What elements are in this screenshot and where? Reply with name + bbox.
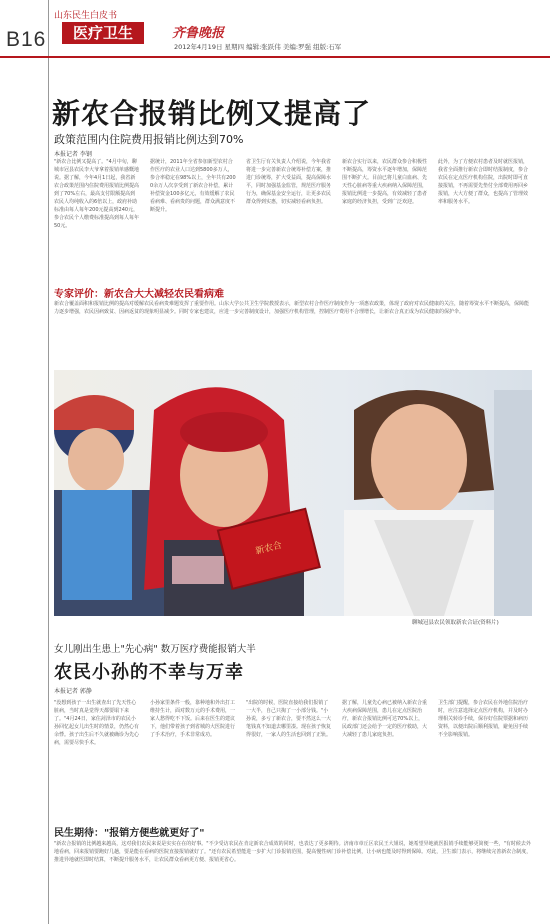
photo-illustration [54,370,532,616]
second-body-column: 据了解，儿童先心病已被纳入新农合重大疾病保障范围，患儿在定点医院治疗，新农合报销比例可达70%以上，民政部门还会给予一定的医疗救助，大大减轻了患儿家庭负担。 [342,700,428,738]
issue-line: 2012年4月19日 星期四 编辑:张跃伟 美编:罗强 组版:石军 [174,43,342,51]
news-photo [54,370,532,616]
second-body [54,699,532,815]
second-body-column: 小孙家里条件一般，靠种地和外出打工维持生计，面对数万元的手术费用，一家人愁得吃不下饭。后来在医生的建议下，他们带着孩子到省城的大医院进行了手术治疗，手术非常成功。 [150,700,236,738]
newspaper-logo: 齐鲁晚报 [172,26,225,41]
main-subhead: 政策范围内住院费用报销比例达到70% [54,133,244,146]
second-body-column: 卫生部门提醒，参合农民在外地住院治疗时，应注意选择定点医疗机构，并及时办理相关转诊手续，保存好住院票据和病历资料，以便出院后顺利报销，避免因手续不全影响报销。 [438,700,529,738]
second-kicker: 女儿刚出生患上"先心病" 数万医疗费能报销大半 [54,644,256,655]
expert-body: 新农合覆盖面积和报销比例的提高对缓解农民看病贵难题发挥了重要作用。山东大学公共卫生学院教授表示，新型农村合作医疗制度作为一项惠农政策，体现了政府对农民健康的关注，随着筹资水平不断提高，保障能力逐步增强，农民因病致贫、因病返贫的现象明显减少。同时专家也建议，应进一步完善制度设计，加强医疗机构管理，控制医疗费用不合理增长，让新农合真正成为农民健康的保护伞。 [54,301,530,315]
main-body-column: "新农合比例又提高了。"4月中旬，聊城市冠县农民李大爷拿着报销单感慨地说。据了解，今年4月1日起，我省新农合政策范围内住院费用报销比例提高到了70%左右，最高支付限额提高到农民人均纯收入的6倍以上，政府补助标准由每人每年200元提高到240元，参合农民个人缴费标准提高到每人每年50元。 [54,159,140,229]
second-headline: 农民小孙的不幸与万幸 [54,662,244,683]
second-body-column: "没想到孩子一出生就查出了先天性心脏病，当时真是觉得天都要塌下来了。"4月24日，家住菏泽市的农民小孙回忆起女儿出生时的情景，仍然心有余悸。孩子出生后不久就被确诊为先心病，需要尽快手术。 [54,700,140,746]
expert-title: 专家评价：新农合大大减轻农民看病难 [54,289,224,300]
series-label: 山东民生白皮书 [54,11,118,21]
main-byline: 本报记者 李钢 [54,151,92,158]
margin-rule [48,0,49,924]
second-body-column: "出院的时候，医院直接给我们报销了一大半，自己只掏了一小部分钱。"小孙说，多亏了新农合，要不然这么一大笔钱真不知道去哪里凑。现在孩子恢复得很好，一家人的生活也回到了正轨。 [246,700,332,738]
main-headline: 新农合报销比例又提高了 [52,97,372,130]
page-number: B16 [6,28,47,51]
main-body-column: 此外，为了方便农村患者及时就医报销，我省全面推行新农合即时结报制度，参合农民在定点医疗机构住院，出院时即可直接报销，不再需要先垫付全部费用再回乡报销，大大方便了群众，也提高了管理效率和服务水平。 [438,159,529,205]
main-body-column: 省卫生厅有关负责人介绍说，今年我省将进一步完善新农合统筹补偿方案，推进门诊统筹，扩大受益面，提高保障水平，同时加强基金监管，规范医疗服务行为，确保基金安全运行，让更多农民群众得到实惠，切实减轻看病负担。 [246,159,332,205]
second-byline: 本报记者 郭静 [54,688,92,695]
card-label: 新农合 [254,540,284,557]
main-body-column: 据统计，2011年全省参加新型农村合作医疗的农业人口达到5800多万人，参合率稳定在98%以上，全年共有2000余万人次享受到了新农合补偿，累计补偿资金100多亿元，有效缓解了农民看病难、看病贵的问题，群众满意度不断提升。 [150,159,236,213]
voice-title: 民生期待："报销方便些就更好了" [54,828,205,839]
voice-body: "新农合报销的比例越来越高，这对我们农民来说是实实在在的好事。"不少受访农民在肯定新农合成效的同时，也表达了更多期待。济南市章丘区农民王大姐说，她希望异地就医报销手续能够更简便一些，"有时候去外地看病，回来报销要跑好几趟，要是能在看病的医院直接报销就好了。"还有农民希望能进一步扩大门诊报销范围，提高慢性病门诊补偿比例，让小病也能及时得到保障。对此，卫生部门表示，将继续完善新农合制度，推进异地就医即时结算，不断提升服务水平，让农民群众看病更方便、报销更省心。 [54,841,532,863]
main-body-column: 新农合实行以来，农民群众参合积极性不断提高，筹资水平逐年增加，保障范围不断扩大。目前已将儿童白血病、先天性心脏病等重大疾病纳入保障范围，报销比例进一步提高，有效减轻了患者家庭的经济负担，受到广泛欢迎。 [342,159,428,205]
section-label: 医疗卫生 [62,22,144,44]
header-rule [0,56,550,58]
photo-caption: 聊城冠县农民领取新农合证(资料片) [412,620,499,626]
main-body [54,158,532,274]
